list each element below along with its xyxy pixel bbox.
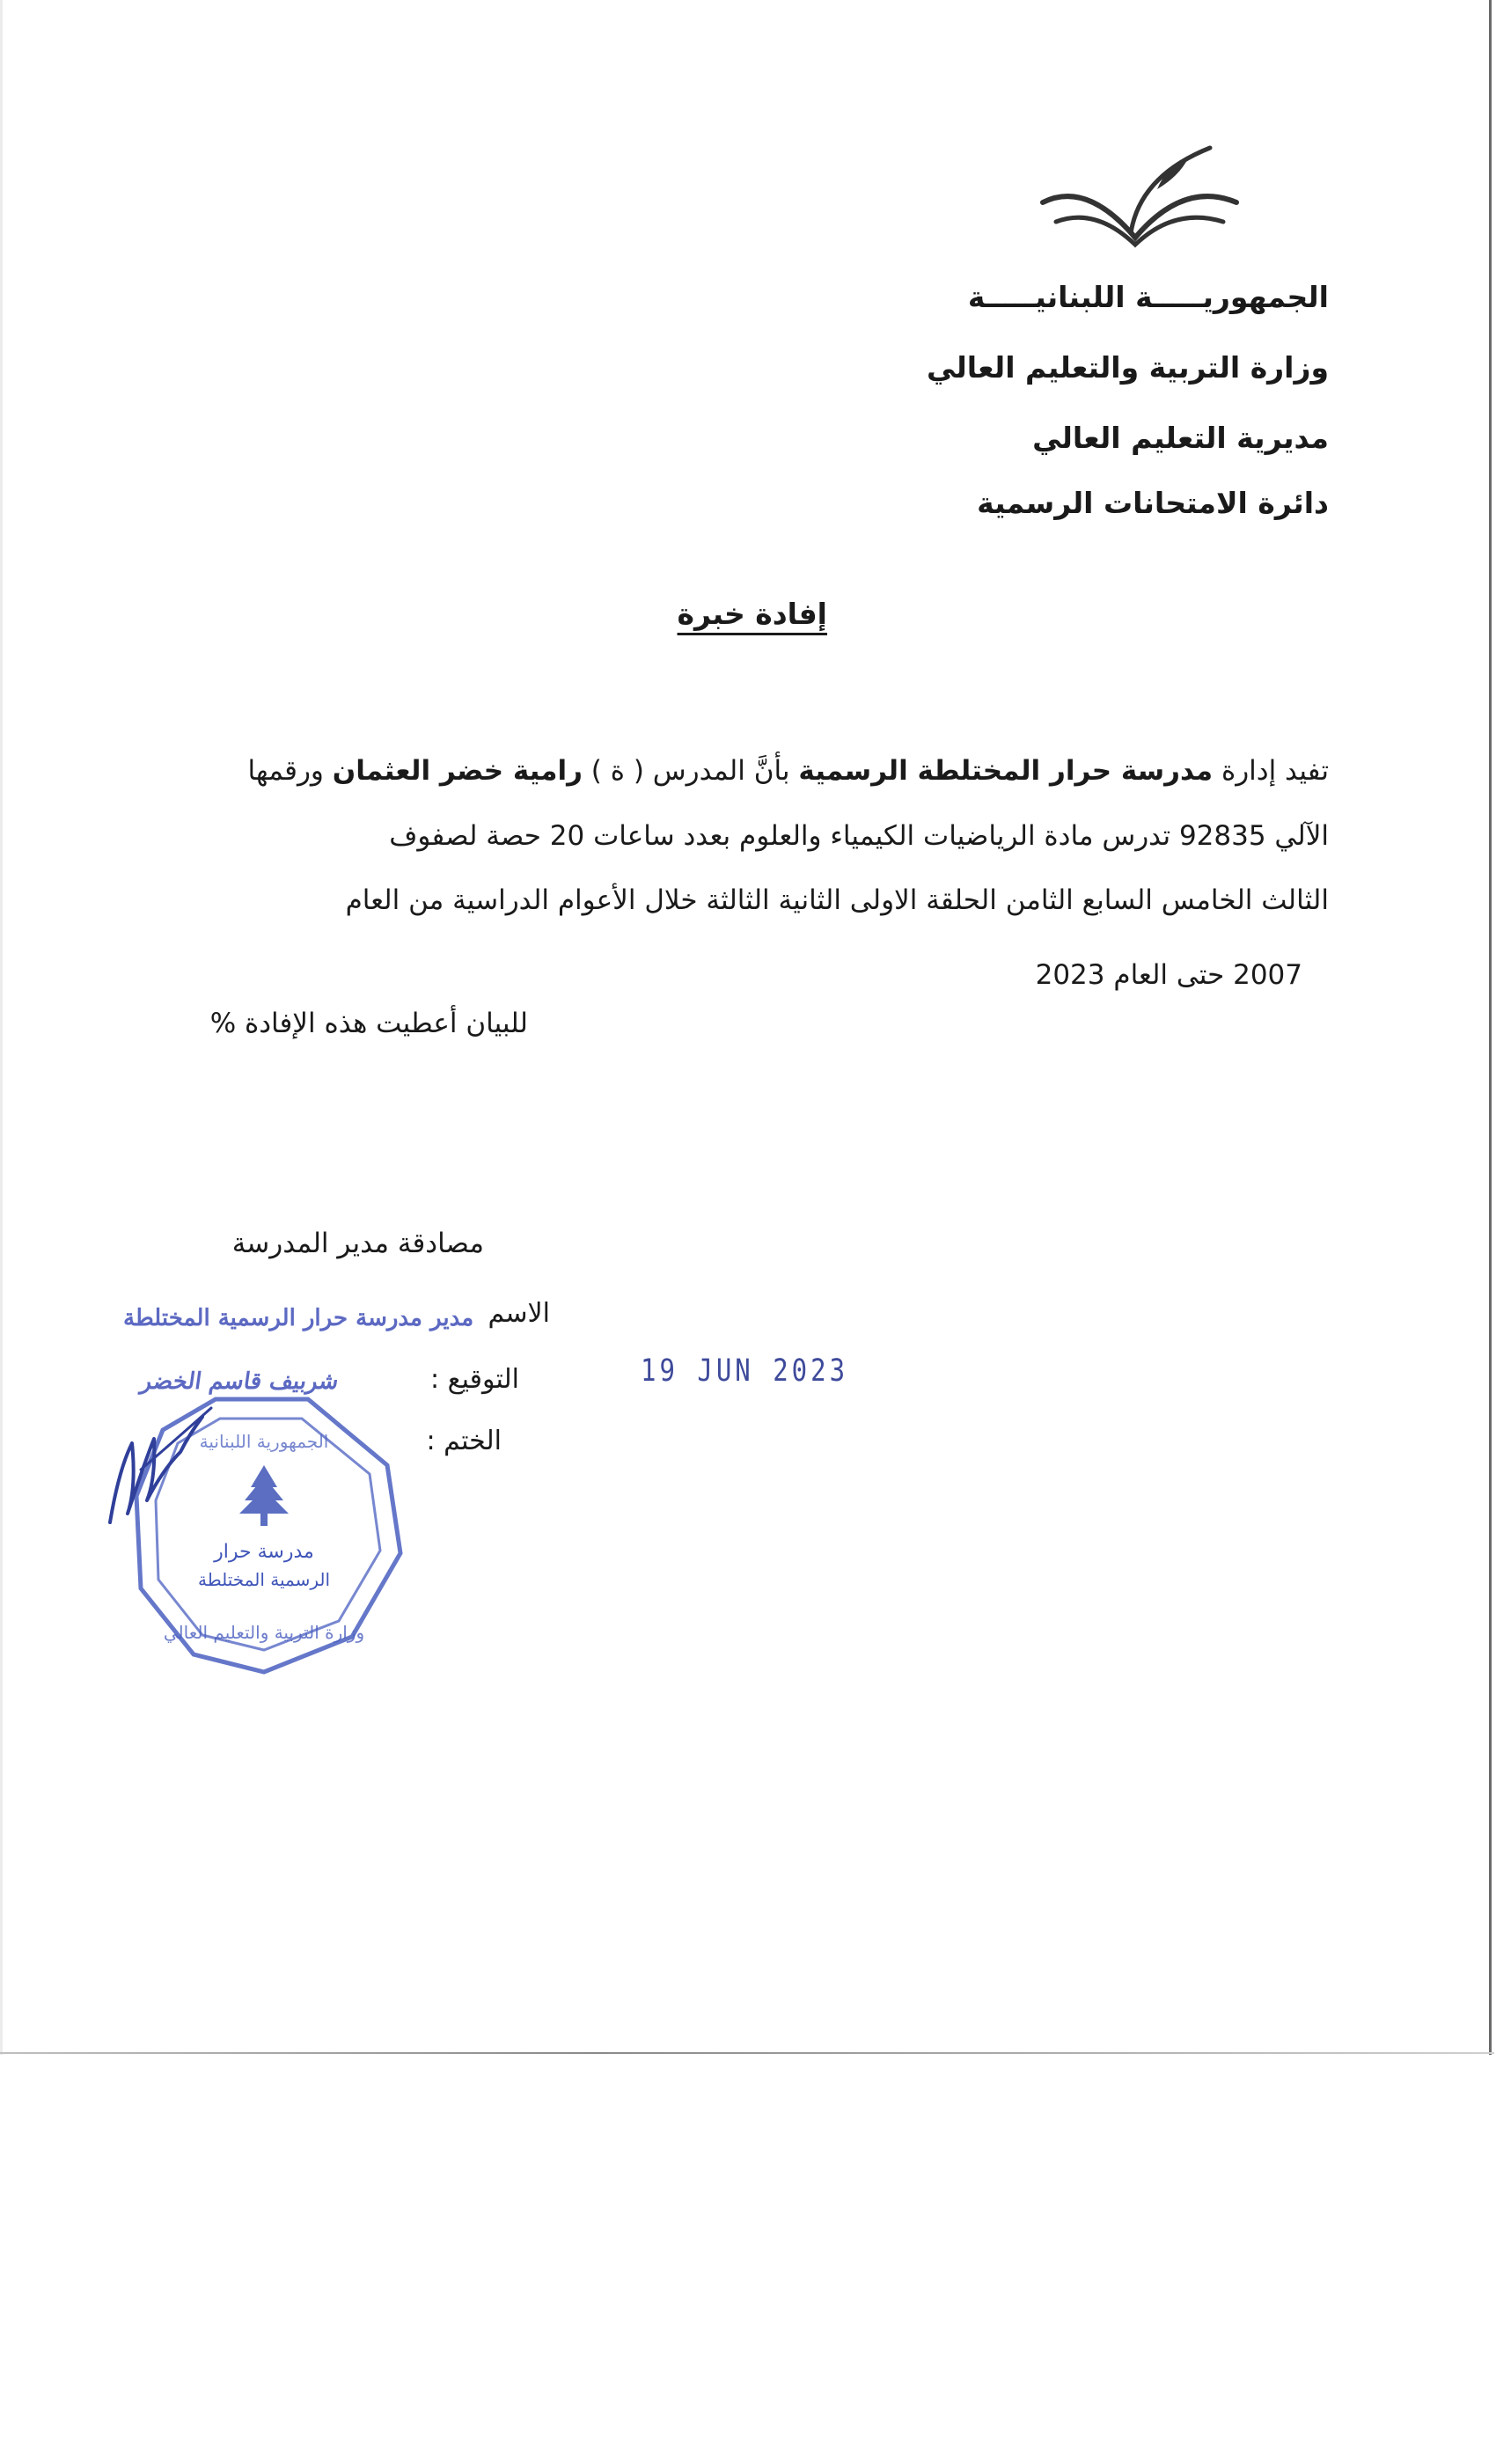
cedar-icon — [239, 1465, 289, 1526]
approval-heading: مصادقة مدير المدرسة — [231, 1228, 484, 1259]
body-line-1-a: تفيد إدارة — [1213, 755, 1329, 787]
date-stamp: 19 JUN 2023 — [641, 1352, 849, 1389]
seal-center-1: مدرسة حرار — [214, 1541, 314, 1563]
seal-label: الختم : — [426, 1426, 502, 1456]
body-line-1-c: ورقمها — [247, 755, 333, 787]
body-line-4: 2007 حتى العام 2023 — [1035, 959, 1302, 991]
name-label: الاسم — [488, 1298, 550, 1329]
signature-stamp: شربيف قاسم الخضر — [138, 1368, 341, 1395]
name-stamp: مدير مدرسة حرار الرسمية المختلطة — [123, 1305, 474, 1331]
signature-label: التوقيع : — [429, 1364, 519, 1395]
closing-statement: للبيان أعطيت هذه الإفادة % — [209, 1008, 528, 1039]
body-line-1-b: بأنَّ المدرس ( ة ) — [582, 755, 799, 787]
body-line-1 — [247, 755, 1329, 787]
handwritten-signature — [92, 1390, 216, 1531]
header-directorate: مديرية التعليم العالي — [1032, 421, 1329, 455]
body-line-2: الآلي 92835 تدرس مادة الرياضيات الكيمياء والعلوم بعدد ساعات 20 حصة لصفوف — [389, 820, 1329, 852]
school-name: مدرسة حرار المختلطة الرسمية — [798, 755, 1214, 787]
scan-left-edge — [0, 0, 3, 2055]
header-department: دائرة الامتحانات الرسمية — [977, 486, 1329, 520]
seal-top-text: الجمهورية اللبنانية — [199, 1431, 329, 1452]
header-ministry: وزارة التربية والتعليم العالي — [927, 350, 1329, 385]
document-title: إفادة خبرة — [677, 597, 827, 631]
page-edge-right — [1489, 0, 1492, 2055]
header-republic: الجمهوريـــــة اللبنانيـــــة — [967, 280, 1329, 314]
seal-bottom-text: وزارة التربية والتعليم العالي — [163, 1622, 365, 1643]
seal-center-2: الرسمية المختلطة — [197, 1569, 331, 1590]
ministry-logo — [1034, 141, 1245, 255]
page-edge-bottom — [0, 2052, 1494, 2054]
body-line-3: الثالث الخامس السابع الثامن الحلقة الاولى الثانية الثالثة خلال الأعوام الدراسية من العام — [345, 884, 1329, 916]
teacher-name: رامية خضر العثمان — [332, 755, 583, 787]
